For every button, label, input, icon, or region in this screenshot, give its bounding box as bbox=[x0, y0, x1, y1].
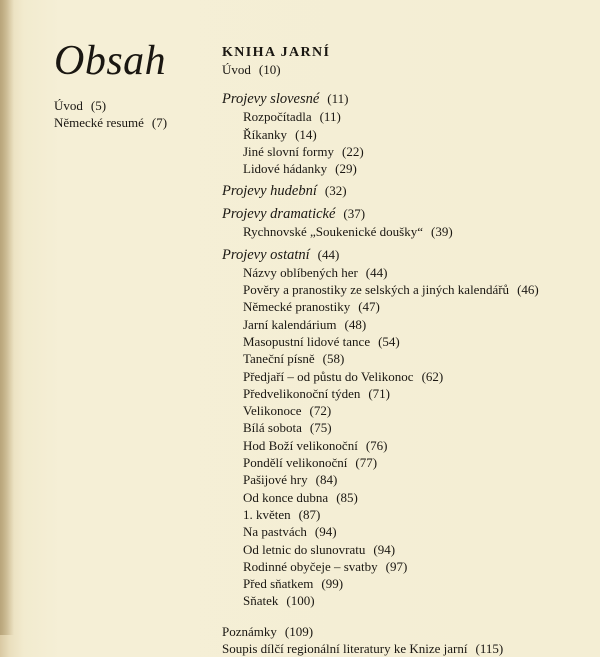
book-title: KNIHA JARNÍ bbox=[222, 45, 331, 60]
entry-label: 1. květen bbox=[243, 506, 291, 522]
section-page: (32) bbox=[324, 183, 347, 199]
entry-page: (77) bbox=[355, 455, 378, 471]
toc-sub-entry bbox=[222, 506, 539, 523]
entry-label: Jiné slovní formy bbox=[243, 143, 334, 159]
toc-sub-entry bbox=[222, 350, 539, 367]
entry-page: (84) bbox=[315, 472, 338, 488]
toc-entry-intro bbox=[54, 97, 167, 114]
toc-sub-entry bbox=[222, 541, 539, 558]
entry-label: Taneční písně bbox=[243, 351, 315, 367]
entry-page: (97) bbox=[385, 558, 408, 574]
entry-label: Lidové hádanky bbox=[243, 161, 328, 177]
entry-page: (10) bbox=[258, 62, 281, 77]
entry-page: (87) bbox=[298, 506, 321, 522]
toc-entry-notes bbox=[222, 623, 539, 640]
entry-label: Rychnovské „Soukenické doušky“ bbox=[243, 224, 424, 240]
entry-page: (109) bbox=[284, 623, 314, 639]
entry-label: Pondělí velikonoční bbox=[243, 455, 348, 471]
entry-page: (39) bbox=[431, 224, 453, 240]
section-heading bbox=[222, 205, 539, 223]
entry-label: Německé resumé bbox=[54, 115, 144, 131]
toc-entry-german-summary bbox=[54, 114, 167, 131]
entry-label: Názvy oblíbených her bbox=[243, 264, 358, 280]
toc-sub-entry bbox=[222, 419, 539, 436]
entry-label: Pověry a pranostiky ze selských a jiných kalendářů bbox=[243, 282, 510, 298]
entry-page: (72) bbox=[309, 403, 332, 419]
book-contents bbox=[222, 44, 539, 657]
toc-sub-entry bbox=[222, 298, 539, 315]
entry-page: (22) bbox=[342, 143, 364, 159]
entry-label: Masopustní lidové tance bbox=[243, 333, 371, 349]
section-heading bbox=[222, 246, 539, 264]
toc-sub-entry bbox=[222, 489, 539, 506]
entry-page: (47) bbox=[358, 299, 380, 315]
entry-page: (85) bbox=[336, 489, 358, 505]
toc-sub-entry bbox=[222, 558, 539, 575]
toc-sub-entry bbox=[222, 316, 539, 333]
entry-page: (99) bbox=[321, 576, 344, 592]
entry-page: (58) bbox=[322, 351, 345, 367]
entry-label: Bílá sobota bbox=[243, 420, 302, 436]
entry-label: Soupis dílčí regionální literatury ke Knize jarní bbox=[222, 641, 468, 657]
end-matter bbox=[222, 623, 539, 657]
toc-entry-literature bbox=[222, 640, 539, 657]
entry-page: (46) bbox=[517, 282, 539, 298]
toc-sub-entry bbox=[222, 126, 539, 143]
entry-page: (62) bbox=[421, 368, 444, 384]
entry-page: (48) bbox=[344, 316, 367, 332]
entry-page: (100) bbox=[286, 593, 315, 609]
section-title: Projevy slovesné bbox=[222, 91, 320, 108]
entry-label: Od letnic do slunovratu bbox=[243, 541, 366, 557]
entry-label: Před sňatkem bbox=[243, 576, 314, 592]
page-title: Obsah bbox=[54, 38, 167, 84]
entry-label: Sňatek bbox=[243, 593, 279, 609]
entry-label: Velikonoce bbox=[243, 403, 302, 419]
entry-label: Poznámky bbox=[222, 623, 277, 639]
entry-page: (44) bbox=[365, 264, 388, 280]
entry-page: (14) bbox=[295, 126, 317, 142]
section-title: Projevy hudební bbox=[222, 183, 317, 200]
entry-label: Od konce dubna bbox=[243, 489, 329, 505]
toc-sub-entry bbox=[222, 575, 539, 592]
entry-page: (76) bbox=[365, 437, 388, 453]
toc-sub-entry bbox=[222, 454, 539, 471]
toc-sub-entry bbox=[222, 402, 539, 419]
entry-label: Úvod bbox=[54, 98, 83, 113]
section-page: (37) bbox=[343, 206, 366, 222]
section-page: (44) bbox=[317, 246, 340, 262]
entry-page: (11) bbox=[319, 109, 341, 125]
toc-sub-entry bbox=[222, 108, 539, 125]
front-matter-list bbox=[54, 97, 167, 132]
entry-label: Německé pranostiky bbox=[243, 299, 351, 315]
toc-sub-entry bbox=[222, 143, 539, 160]
toc-sub-entry bbox=[222, 281, 539, 298]
entry-label: Rodinné obyčeje – svatby bbox=[243, 558, 378, 574]
toc-sub-entry bbox=[222, 264, 539, 281]
toc-sub-entry bbox=[222, 333, 539, 350]
entry-page: (94) bbox=[314, 524, 337, 540]
entry-label: Jarní kalendárium bbox=[243, 316, 337, 332]
section-heading bbox=[222, 182, 539, 200]
toc-sub-entry bbox=[222, 223, 539, 240]
toc-sub-entry bbox=[222, 592, 539, 609]
toc-sub-entry bbox=[222, 437, 539, 454]
toc-entry-book-intro bbox=[222, 61, 539, 78]
entry-label: Hod Boží velikonoční bbox=[243, 437, 358, 453]
entry-label: Na pastvách bbox=[243, 524, 307, 540]
entry-page: (7) bbox=[151, 115, 168, 131]
toc-sub-entry bbox=[222, 385, 539, 402]
section-title: Projevy dramatické bbox=[222, 206, 336, 223]
entry-page: (5) bbox=[90, 98, 107, 113]
entry-label: Pašijové hry bbox=[243, 472, 308, 488]
entry-page: (115) bbox=[475, 641, 504, 657]
entry-label: Předjaří – od půstu do Velikonoc bbox=[243, 368, 414, 384]
entry-page: (75) bbox=[309, 420, 332, 436]
entry-page: (29) bbox=[335, 161, 357, 177]
toc-sub-entry bbox=[222, 160, 539, 177]
toc-sub-entry bbox=[222, 368, 539, 385]
page-edge-shadow bbox=[0, 0, 14, 635]
entry-page: (94) bbox=[373, 541, 396, 557]
section-title: Projevy ostatní bbox=[222, 246, 310, 263]
entry-label: Předvelikonoční týden bbox=[243, 385, 361, 401]
entry-label: Rozpočítadla bbox=[243, 109, 312, 125]
section-page: (11) bbox=[327, 91, 349, 107]
entry-page: (71) bbox=[368, 385, 391, 401]
entry-label: Úvod bbox=[222, 62, 251, 77]
entry-page: (54) bbox=[378, 333, 400, 349]
toc-sub-entry bbox=[222, 523, 539, 540]
toc-sub-entry bbox=[222, 471, 539, 488]
entry-label: Říkanky bbox=[243, 126, 288, 142]
section-heading bbox=[222, 90, 539, 108]
